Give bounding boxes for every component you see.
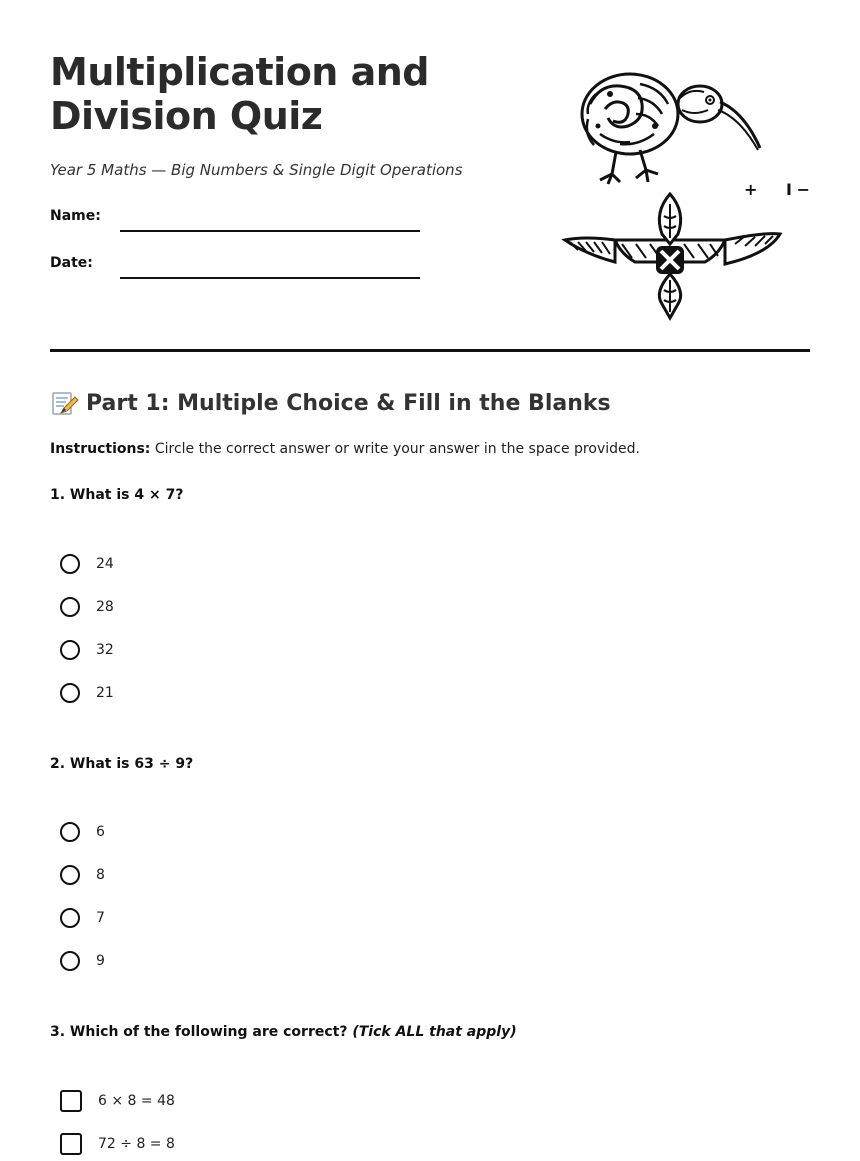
question-3-text: 3. Which of the following are correct?: [50, 1024, 348, 1040]
part1-heading-text: Part 1: Multiple Choice & Fill in the Blanks: [86, 390, 611, 416]
quiz-subtitle: Year 5 Maths — Big Numbers & Single Digit Operations: [50, 161, 463, 179]
instructions: [50, 441, 640, 457]
q3-option-2[interactable]: [60, 1131, 175, 1157]
question-3-note: (Tick ALL that apply): [352, 1024, 517, 1040]
radio-button[interactable]: [60, 683, 80, 703]
option-label: 6: [96, 824, 105, 840]
option-label: 9: [96, 953, 105, 969]
logo-minus-mark: −: [796, 180, 810, 199]
radio-button[interactable]: [60, 554, 80, 574]
kiwi-bird-logo-icon: [560, 64, 810, 322]
date-field[interactable]: [120, 277, 420, 279]
q1-option-2[interactable]: [60, 594, 114, 620]
q3-option-1[interactable]: [60, 1088, 175, 1114]
name-field[interactable]: [120, 230, 420, 232]
q2-option-3[interactable]: [60, 905, 105, 931]
question-1: 1. What is 4 × 7?: [50, 487, 184, 503]
option-label: 28: [96, 599, 114, 615]
radio-button[interactable]: [60, 597, 80, 617]
q1-option-1[interactable]: [60, 551, 114, 577]
option-label: 21: [96, 685, 114, 701]
q2-option-2[interactable]: [60, 862, 105, 888]
question-3: [50, 1024, 517, 1040]
radio-button[interactable]: [60, 865, 80, 885]
option-label: 72 ÷ 8 = 8: [98, 1136, 175, 1152]
name-label: Name:: [50, 208, 101, 224]
date-field-row: [50, 255, 430, 285]
logo-plus-mark: +: [744, 180, 758, 199]
logo-i-mark: I: [786, 180, 792, 199]
option-label: 24: [96, 556, 114, 572]
date-label: Date:: [50, 255, 93, 271]
radio-button[interactable]: [60, 951, 80, 971]
q2-option-1[interactable]: [60, 819, 105, 845]
radio-button[interactable]: [60, 908, 80, 928]
question-2: 2. What is 63 ÷ 9?: [50, 756, 194, 772]
checkbox[interactable]: [60, 1133, 82, 1155]
quiz-title: Multiplication and Division Quiz: [50, 50, 429, 138]
option-label: 8: [96, 867, 105, 883]
radio-button[interactable]: [60, 822, 80, 842]
option-label: 6 × 8 = 48: [98, 1093, 175, 1109]
memo-icon: [50, 389, 78, 417]
part1-heading: [50, 389, 611, 417]
option-label: 7: [96, 910, 105, 926]
instructions-label: Instructions:: [50, 441, 151, 457]
q1-option-4[interactable]: [60, 680, 114, 706]
name-field-row: [50, 208, 430, 238]
checkbox[interactable]: [60, 1090, 82, 1112]
header-divider: [50, 349, 810, 352]
instructions-text: Circle the correct answer or write your answer in the space provided.: [154, 441, 640, 457]
q2-option-4[interactable]: [60, 948, 105, 974]
option-label: 32: [96, 642, 114, 658]
q1-option-3[interactable]: [60, 637, 114, 663]
radio-button[interactable]: [60, 640, 80, 660]
